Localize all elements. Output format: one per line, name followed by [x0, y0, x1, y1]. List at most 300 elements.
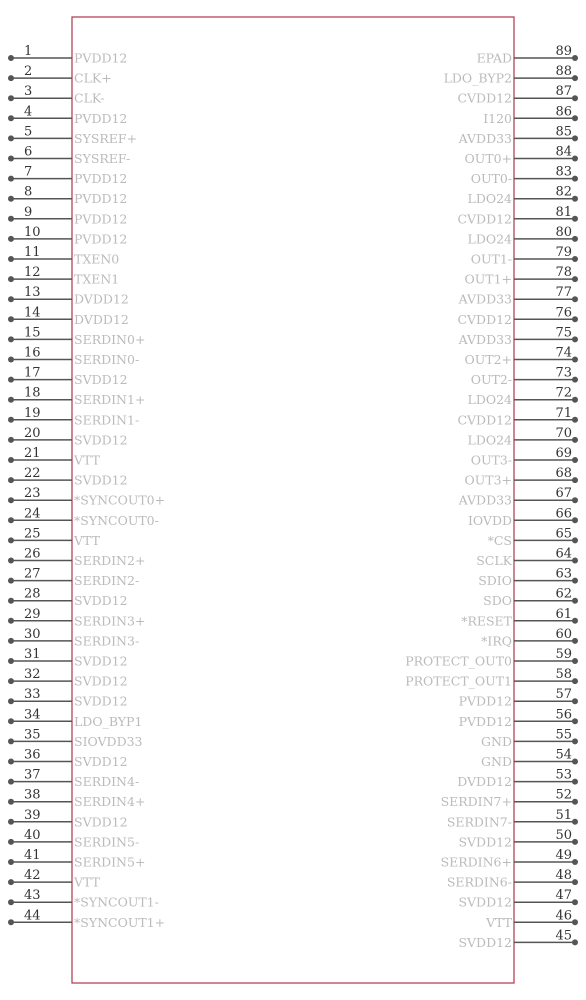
pin-name: LDO_BYP1	[74, 713, 143, 729]
pin-end-dot	[8, 799, 14, 805]
pin-number: 35	[24, 727, 41, 743]
pin-3	[8, 84, 105, 106]
pin-64	[476, 547, 578, 569]
pin-end-dot	[8, 899, 14, 905]
pin-number: 17	[24, 365, 41, 381]
pin-number: 38	[24, 787, 41, 803]
pin-number: 22	[24, 466, 41, 482]
pin-number: 42	[24, 868, 41, 884]
pin-75	[458, 325, 578, 347]
pin-end-dot	[572, 517, 578, 523]
pin-89	[477, 44, 578, 66]
pin-end-dot	[8, 578, 14, 584]
pin-1	[8, 44, 127, 66]
pin-number: 33	[24, 687, 41, 703]
pin-name: LDO24	[467, 231, 512, 247]
pin-number: 70	[555, 425, 572, 441]
pin-number: 66	[555, 506, 572, 522]
pin-name: I120	[483, 110, 512, 126]
pin-end-dot	[8, 296, 14, 302]
pin-number: 47	[555, 888, 572, 904]
pin-end-dot	[572, 176, 578, 182]
pin-name: OUT1-	[470, 251, 512, 267]
pin-65	[488, 526, 578, 548]
pin-name: OUT2-	[470, 372, 512, 388]
pin-end-dot	[572, 598, 578, 604]
pin-name: SVDD12	[74, 593, 128, 609]
pin-number: 71	[555, 405, 572, 421]
pin-end-dot	[572, 377, 578, 383]
pin-number: 1	[24, 44, 33, 59]
pin-end-dot	[8, 779, 14, 785]
pin-number: 85	[555, 124, 572, 140]
pin-name: OUT0-	[470, 171, 512, 187]
pin-name: LDO24	[467, 432, 512, 448]
pin-number: 46	[555, 908, 572, 924]
pin-end-dot	[8, 517, 14, 523]
pin-end-dot	[572, 698, 578, 704]
pin-end-dot	[8, 135, 14, 141]
pin-number: 86	[555, 104, 572, 120]
pin-end-dot	[8, 658, 14, 664]
pin-name: PVDD12	[74, 191, 128, 207]
pin-number: 58	[555, 667, 572, 683]
pin-number: 28	[24, 586, 41, 602]
pin-38	[8, 788, 145, 810]
pin-name: SERDIN2+	[74, 553, 146, 568]
pin-number: 67	[555, 486, 572, 502]
pin-end-dot	[8, 738, 14, 744]
pin-number: 69	[555, 446, 572, 461]
pin-name: SERDIN1-	[74, 412, 140, 428]
pin-74	[464, 346, 578, 368]
pin-name: *SYNCOUT0+	[74, 492, 166, 508]
pin-number: 56	[555, 707, 572, 723]
pin-number: 87	[555, 84, 572, 100]
pin-number: 14	[24, 305, 41, 321]
pin-end-dot	[572, 397, 578, 403]
pin-end-dot	[8, 75, 14, 81]
pin-number: 73	[555, 365, 572, 381]
pin-number: 75	[555, 325, 572, 341]
pin-name: TXEN0	[74, 251, 120, 267]
pin-end-dot	[572, 216, 578, 222]
pin-end-dot	[8, 678, 14, 684]
pin-name: OUT0+	[464, 151, 512, 166]
pin-end-dot	[8, 196, 14, 202]
pin-82	[468, 185, 578, 207]
pin-number: 72	[555, 385, 572, 401]
pin-name: EPAD	[476, 50, 512, 66]
pin-name: SERDIN7-	[446, 814, 512, 830]
pin-end-dot	[572, 135, 578, 141]
pin-end-dot	[572, 779, 578, 785]
pin-number: 32	[24, 667, 41, 683]
pin-end-dot	[8, 558, 14, 564]
pin-48	[447, 868, 578, 890]
pin-number: 34	[24, 707, 41, 723]
pin-54	[481, 748, 578, 770]
pin-name: PVDD12	[74, 211, 128, 227]
pin-end-dot	[8, 618, 14, 624]
pin-end-dot	[8, 537, 14, 543]
pin-name: AVDD33	[458, 130, 512, 146]
pin-end-dot	[572, 196, 578, 202]
pin-end-dot	[572, 75, 578, 81]
pin-end-dot	[8, 437, 14, 443]
pin-end-dot	[572, 336, 578, 342]
pin-57	[459, 687, 578, 709]
pin-10	[8, 225, 127, 247]
pin-number: 88	[555, 64, 572, 80]
pin-name: *IRQ	[481, 633, 512, 649]
pin-number: 57	[555, 687, 572, 703]
pin-18	[8, 386, 145, 408]
pin-name: PVDD12	[74, 171, 128, 187]
pin-33	[8, 687, 128, 709]
pin-63	[478, 567, 578, 589]
pin-number: 52	[555, 787, 572, 803]
pin-name: SERDIN3-	[74, 633, 140, 649]
pin-79	[471, 245, 578, 267]
pin-49	[441, 848, 578, 870]
pin-end-dot	[572, 839, 578, 845]
pin-name: *SYNCOUT1+	[74, 914, 166, 930]
pin-name: SERDIN1+	[74, 392, 146, 408]
pin-end-dot	[8, 377, 14, 383]
pin-11	[8, 245, 119, 267]
pin-30	[8, 627, 139, 649]
pin-number: 31	[24, 647, 41, 662]
pin-23	[8, 486, 165, 508]
pin-85	[458, 124, 578, 146]
pin-17	[8, 366, 128, 388]
pin-number: 10	[24, 224, 41, 240]
pin-46	[485, 908, 578, 930]
pin-number: 4	[24, 104, 33, 120]
pin-number: 16	[24, 345, 41, 361]
pin-end-dot	[8, 176, 14, 182]
pin-name: VTT	[74, 874, 100, 890]
pin-number: 30	[24, 626, 41, 642]
pin-name: CLK-	[74, 90, 105, 106]
pin-15	[8, 325, 145, 347]
pin-number: 49	[555, 848, 572, 863]
pin-86	[483, 104, 578, 126]
pin-name: CVDD12	[457, 211, 512, 227]
pin-name: DVDD12	[457, 774, 512, 790]
pin-number: 24	[24, 506, 41, 522]
pin-25	[8, 526, 101, 548]
pin-end-dot	[572, 939, 578, 945]
pin-end-dot	[572, 859, 578, 865]
pin-name: TXEN1	[74, 271, 120, 287]
pin-number: 26	[24, 546, 41, 562]
pin-34	[8, 707, 142, 729]
pin-end-dot	[572, 819, 578, 825]
pin-number: 13	[24, 285, 41, 301]
pin-number: 78	[555, 265, 572, 281]
pin-name: GND	[481, 754, 512, 769]
pin-end-dot	[8, 698, 14, 704]
left-pin-group	[8, 44, 165, 930]
pin-name: OUT3-	[470, 452, 512, 468]
pin-number: 11	[24, 245, 41, 260]
pin-66	[468, 506, 578, 528]
pin-number: 82	[555, 184, 572, 200]
pin-number: 12	[24, 265, 41, 281]
pin-end-dot	[572, 678, 578, 684]
pin-name: PVDD12	[74, 50, 128, 66]
pin-number: 50	[555, 827, 572, 843]
pin-number: 77	[555, 285, 572, 301]
pin-end-dot	[572, 879, 578, 885]
pin-end-dot	[572, 357, 578, 363]
pin-number: 44	[24, 908, 41, 924]
pin-37	[8, 768, 139, 790]
pin-80	[468, 225, 578, 247]
pin-end-dot	[572, 316, 578, 322]
pin-26	[8, 547, 145, 569]
pin-number: 19	[24, 405, 41, 421]
pin-87	[457, 84, 578, 106]
pin-end-dot	[572, 558, 578, 564]
pin-name: PVDD12	[74, 110, 128, 126]
pin-name: SERDIN0-	[74, 352, 140, 367]
pin-35	[8, 727, 143, 749]
pin-name: OUT2+	[464, 352, 512, 367]
pin-end-dot	[8, 417, 14, 423]
pin-24	[8, 506, 159, 528]
pin-47	[458, 888, 578, 910]
pin-name: AVDD33	[458, 492, 512, 508]
pin-end-dot	[572, 799, 578, 805]
pin-60	[481, 627, 578, 649]
pin-70	[468, 426, 578, 448]
pin-name: SVDD12	[74, 472, 128, 488]
pin-end-dot	[572, 477, 578, 483]
pin-number: 27	[24, 566, 41, 582]
pin-83	[471, 165, 578, 187]
pin-number: 51	[555, 807, 572, 823]
pin-end-dot	[8, 718, 14, 724]
pin-name: SIOVDD33	[74, 733, 143, 749]
pin-end-dot	[572, 417, 578, 423]
pin-end-dot	[572, 276, 578, 282]
pin-16	[8, 346, 139, 368]
pin-end-dot	[8, 316, 14, 322]
pin-number: 62	[555, 586, 572, 602]
pin-number: 9	[24, 204, 33, 220]
pin-end-dot	[572, 658, 578, 664]
pin-end-dot	[8, 256, 14, 262]
pin-number: 43	[24, 888, 41, 904]
pin-name: GND	[481, 733, 512, 749]
pin-32	[8, 667, 128, 689]
pin-number: 80	[555, 224, 572, 240]
pin-end-dot	[8, 859, 14, 865]
pin-number: 21	[24, 446, 41, 461]
pin-end-dot	[572, 497, 578, 503]
pin-name: SERDIN2-	[74, 573, 140, 589]
pin-name: SERDIN5+	[74, 854, 146, 870]
pin-69	[471, 446, 578, 468]
pin-36	[8, 748, 128, 770]
pin-50	[458, 828, 578, 850]
pin-19	[8, 406, 139, 428]
pin-number: 20	[24, 425, 41, 441]
pin-end-dot	[572, 638, 578, 644]
pin-number: 15	[24, 325, 41, 341]
pin-number: 65	[555, 526, 572, 542]
pin-number: 89	[555, 44, 572, 59]
pin-name: SVDD12	[74, 372, 128, 388]
pin-58	[405, 667, 578, 689]
pin-name: AVDD33	[458, 331, 512, 347]
pin-end-dot	[8, 115, 14, 121]
pin-name: *SYNCOUT1-	[74, 894, 159, 910]
pin-name: SERDIN4+	[74, 794, 146, 810]
pin-name: SVDD12	[458, 834, 512, 850]
pin-42	[8, 868, 101, 890]
pin-name: SERDIN3+	[74, 613, 146, 629]
pin-73	[471, 366, 578, 388]
pin-name: IOVDD	[467, 512, 512, 528]
pin-name: CVDD12	[457, 311, 512, 327]
pin-22	[8, 466, 128, 488]
pin-number: 81	[555, 204, 572, 220]
pin-end-dot	[8, 919, 14, 925]
pin-40	[8, 828, 139, 850]
pin-name: SVDD12	[74, 754, 128, 769]
pin-end-dot	[572, 256, 578, 262]
pin-29	[8, 607, 145, 629]
pin-68	[464, 466, 578, 488]
pin-name: *RESET	[461, 613, 512, 629]
pin-end-dot	[572, 537, 578, 543]
pin-number: 59	[555, 647, 572, 662]
pin-number: 60	[555, 626, 572, 642]
pin-number: 29	[24, 606, 41, 622]
pin-number: 84	[555, 144, 572, 160]
pin-name: LDO24	[467, 392, 512, 408]
pin-name: DVDD12	[74, 291, 129, 307]
pin-31	[8, 647, 128, 669]
pin-13	[8, 285, 129, 307]
pin-end-dot	[572, 296, 578, 302]
pin-55	[481, 727, 578, 749]
pin-name: CLK+	[74, 70, 112, 86]
pin-name: VTT	[74, 452, 100, 468]
pin-end-dot	[8, 55, 14, 61]
pin-81	[457, 205, 578, 227]
pin-name: *CS	[487, 532, 512, 548]
pin-end-dot	[572, 457, 578, 463]
pin-number: 8	[24, 184, 33, 200]
pin-56	[459, 707, 578, 729]
pin-name: PVDD12	[458, 713, 512, 729]
pin-number: 74	[555, 345, 572, 361]
pin-name: DVDD12	[74, 311, 129, 327]
pin-71	[457, 406, 578, 428]
pin-6	[8, 145, 130, 167]
pin-end-dot	[572, 236, 578, 242]
pin-number: 48	[555, 868, 572, 884]
pin-number: 55	[555, 727, 572, 743]
pin-number: 18	[24, 385, 41, 401]
pin-77	[458, 285, 578, 307]
pin-number: 79	[555, 245, 572, 260]
pin-name: SERDIN7+	[440, 794, 512, 810]
pin-name: SERDIN5-	[74, 834, 140, 850]
pin-name: VTT	[74, 532, 100, 548]
pin-62	[483, 587, 578, 609]
pin-end-dot	[8, 839, 14, 845]
pin-number: 64	[555, 546, 572, 562]
pin-end-dot	[8, 819, 14, 825]
pin-end-dot	[572, 718, 578, 724]
pin-name: SVDD12	[458, 934, 512, 950]
pin-end-dot	[8, 236, 14, 242]
pin-end-dot	[8, 598, 14, 604]
pin-name: SVDD12	[74, 653, 128, 669]
pin-7	[8, 165, 127, 187]
pin-number: 53	[555, 767, 572, 783]
pin-number: 63	[555, 566, 572, 582]
pin-end-dot	[572, 899, 578, 905]
pin-number: 6	[24, 144, 33, 160]
pin-end-dot	[572, 95, 578, 101]
pin-name: SDIO	[478, 573, 512, 589]
pin-43	[8, 888, 159, 910]
pin-number: 68	[555, 466, 572, 482]
pin-name: SERDIN4-	[74, 774, 140, 790]
pin-number: 40	[24, 827, 41, 843]
pin-61	[461, 607, 578, 629]
pin-end-dot	[8, 497, 14, 503]
pin-end-dot	[8, 156, 14, 162]
pin-name: LDO_BYP2	[443, 70, 512, 86]
pin-number: 41	[24, 848, 41, 863]
pin-name: CVDD12	[457, 90, 512, 106]
pin-53	[457, 768, 578, 790]
pin-number: 36	[24, 747, 41, 763]
pin-67	[458, 486, 578, 508]
pin-name: OUT1+	[464, 271, 512, 287]
pin-20	[8, 426, 128, 448]
pin-end-dot	[8, 477, 14, 483]
pin-end-dot	[8, 759, 14, 765]
pin-end-dot	[572, 437, 578, 443]
pin-name: SVDD12	[74, 693, 128, 709]
pin-21	[8, 446, 101, 468]
pin-52	[441, 788, 578, 810]
pin-name: SYSREF-	[74, 151, 131, 166]
pin-12	[8, 265, 119, 287]
pin-name: SCLK	[476, 553, 512, 568]
pin-name: *SYNCOUT0-	[74, 512, 159, 528]
pin-8	[8, 185, 127, 207]
pin-end-dot	[8, 336, 14, 342]
pin-end-dot	[572, 578, 578, 584]
pin-39	[8, 808, 128, 830]
pin-end-dot	[572, 919, 578, 925]
pin-88	[444, 64, 578, 86]
pin-number: 7	[24, 164, 33, 180]
pin-name: SERDIN6-	[446, 874, 512, 890]
pin-number: 39	[24, 807, 41, 823]
pin-number: 23	[24, 486, 41, 502]
